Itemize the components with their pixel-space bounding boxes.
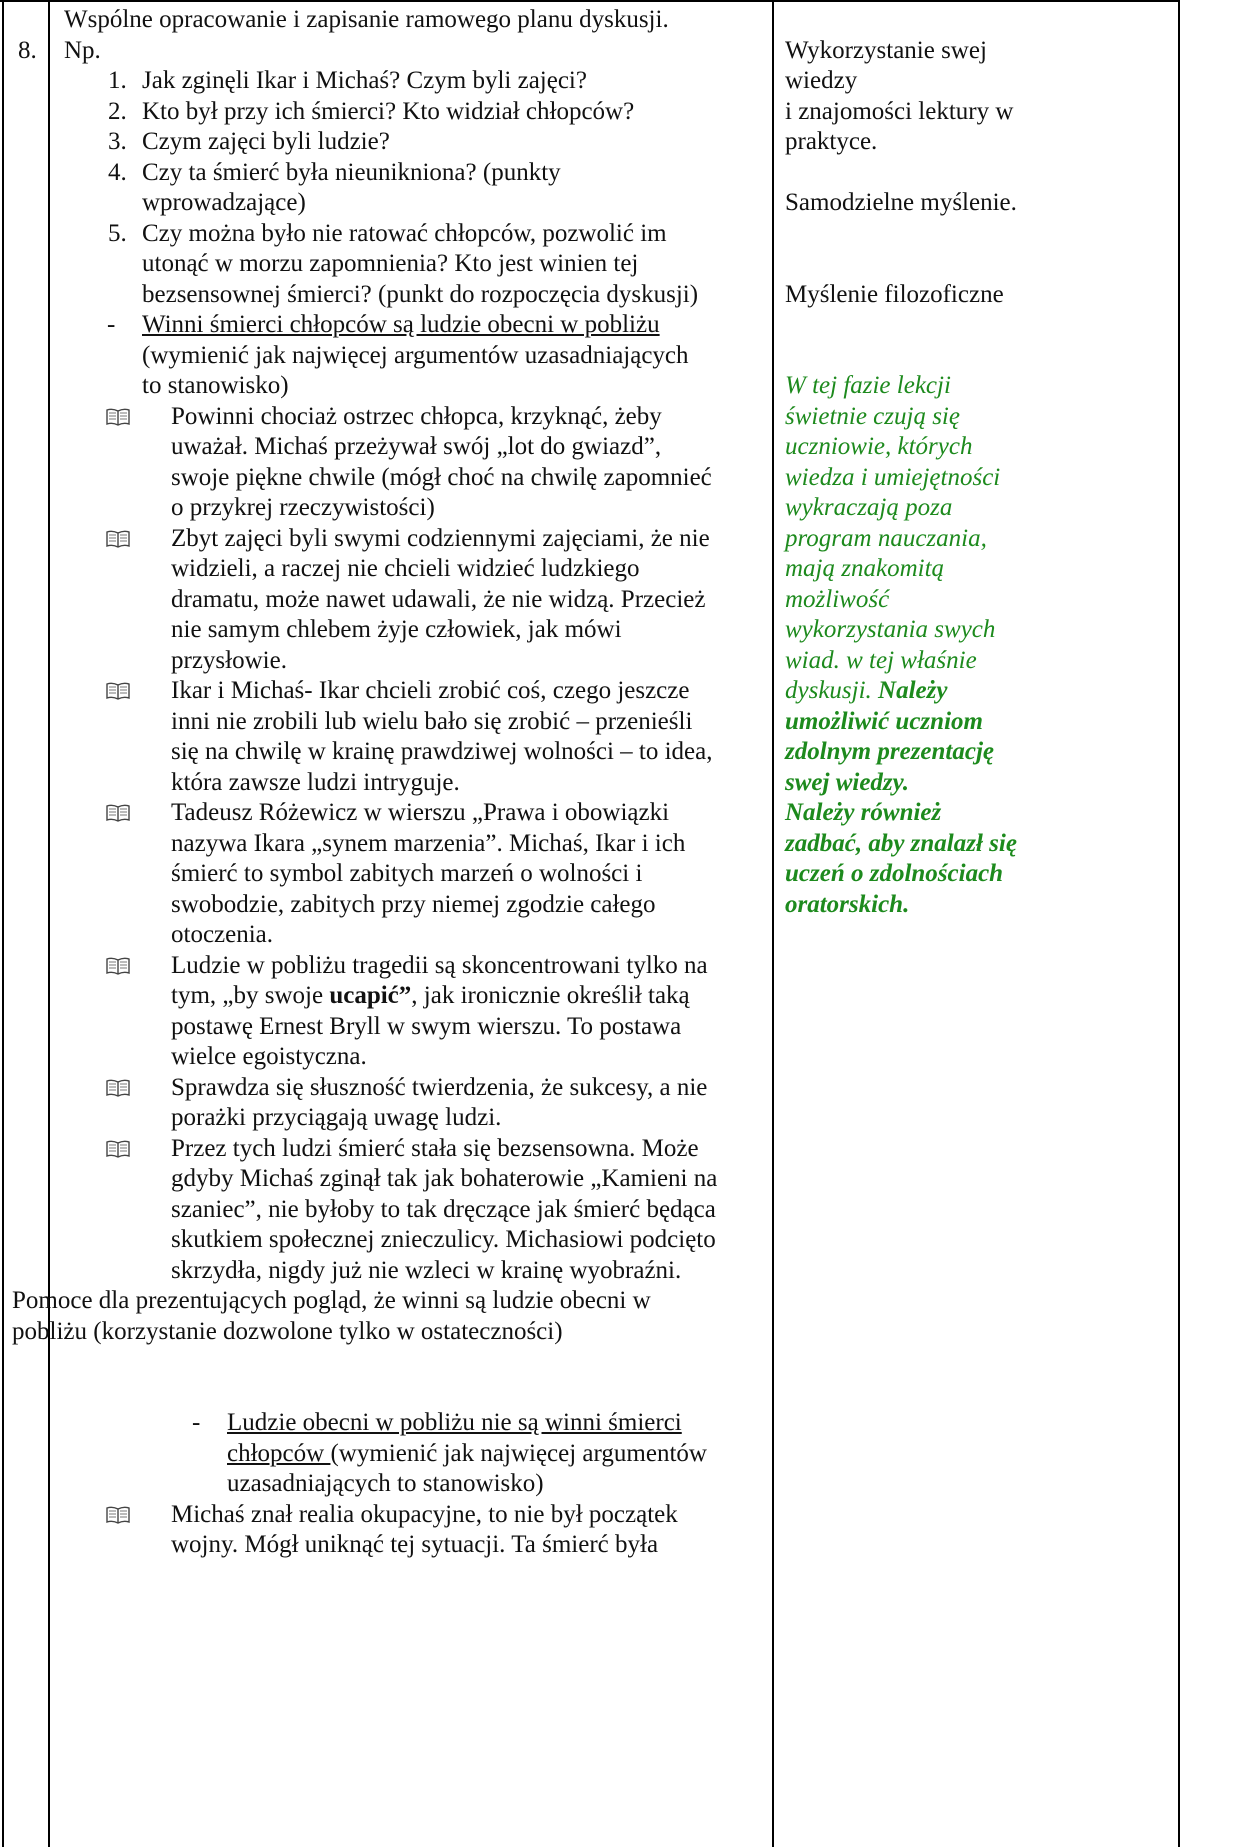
open-book-icon <box>106 408 130 426</box>
list-item: 2. Kto był przy ich śmierci? Kto widział chłopców? <box>108 97 635 125</box>
argument-item: Michaś znał realia okupacyjne, to nie był początek wojny. Mógł uniknąć tej sytuacji. Ta śmierć była <box>64 1500 759 1561</box>
goal-knowledge: Wykorzystanie swej wiedzy i znajomości lektury w praktyce. <box>785 36 1014 155</box>
table-right-border <box>1178 0 1180 1847</box>
position-heading: Winni śmierci chłopców są ludzie obecni w pobliżu <box>142 311 660 338</box>
argument-item: Sprawdza się słuszność twierdzenia, że sukcesy, a nie porażki przyciągają uwagę ludzi. <box>64 1073 759 1134</box>
argument-item: Ludzie w pobliżu tragedii są skoncentrowani tylko na tym, „by swoje ucapić”, jak ironicznie określił taką postawę Ernest Bryll w swym wierszu. To postawa wielce egoistyczna. <box>64 951 759 1073</box>
intro-text: Wspólne opracowanie i zapisanie ramowego planu dyskusji. <box>64 6 669 33</box>
position-guilty: - Winni śmierci chłopców są ludzie obecni w pobliżu (wymienić jak najwięcej argumentów uzasadniających to stanowisko) <box>107 311 689 399</box>
open-book-icon <box>106 1506 130 1524</box>
table-left-border <box>2 0 4 1847</box>
list-item: 5. Czy można było nie ratować chłopców, pozwolić im utonąć w morzu zapomnienia? Kto jest winien tej bezsensownej śmierci? (punkt do rozpoczęcia dyskusji) <box>108 219 699 308</box>
intro-example: Np. <box>64 36 101 64</box>
list-item: 3. Czym zajęci byli ludzie? <box>108 128 390 155</box>
row-number: 8. <box>18 37 37 64</box>
list-item: 1. Jak zginęli Ikar i Michaś? Czym byli zajęci? <box>108 67 587 94</box>
open-book-icon <box>106 1140 130 1158</box>
helpers-note: Pomoce dla prezentujących pogląd, że winni są ludzie obecni w pobliżu (korzystanie dozwolone tylko w ostateczności) <box>12 1287 651 1345</box>
open-book-icon <box>106 804 130 822</box>
column-divider-number <box>48 0 50 1847</box>
open-book-icon <box>106 682 130 700</box>
table-top-border <box>0 0 1180 2</box>
open-book-icon <box>106 957 130 975</box>
open-book-icon <box>106 530 130 548</box>
position-not-guilty: - Ludzie obecni w pobliżu nie są winni śmierci chłopców (wymienić jak najwięcej argumentów uzasadniających to stanowisko) <box>192 1409 707 1497</box>
list-item: 4. Czy ta śmierć była nieunikniona? (punkty wprowadzające) <box>108 158 561 216</box>
goals-cell <box>785 5 1175 920</box>
column-divider-side <box>772 0 774 1847</box>
open-book-icon <box>106 1079 130 1097</box>
argument-item: Tadeusz Różewicz w wierszu „Prawa i obowiązki nazywa Ikara „synem marzenia”. Michaś, Ikar i ich śmierć to symbol zabitych marzeń o wolności i swobodzie, zabitych przy niemej zgodzie całego otoczenia. <box>64 798 759 951</box>
teacher-note: W tej fazie lekcji świetnie czują się uczniowie, których wiedza i umiejętności wykraczają poza program nauczania, mają znakomitą możliwość wykorzystania swych wiad. w tej właśnie dyskusji. Należy umożliwić uczniom zdolnym prezentację swej wiedzy. Należy również zadbać, aby znalazł się uczeń o zdolnościach oratorskich. <box>785 372 1017 918</box>
argument-item: Powinni chociaż ostrzec chłopca, krzyknąć, żeby uważał. Michaś przeżywał swój „lot do gwiazd”, swoje piękne chwile (mógł choć na chwilę zapomnieć o przykrej rzeczywistości) <box>64 402 759 524</box>
position-heading: Ludzie obecni w pobliżu nie są winni śmierci <box>227 1409 682 1436</box>
lesson-content-cell <box>12 5 759 1561</box>
argument-item: Zbyt zajęci byli swymi codziennymi zajęciami, że nie widzieli, a raczej nie chcieli widzieć ludzkiego dramatu, może nawet udawali, że nie widzą. Przecież nie samym chlebem żyje człowiek, jak mówi przysłowie. <box>64 524 759 677</box>
question-list <box>64 66 759 310</box>
argument-item: Ikar i Michaś- Ikar chcieli zrobić coś, czego jeszcze inni nie zrobili lub wielu bało się zrobić – przenieśli się na chwilę w krainę prawdziwej wolności – to idea, która zawsze ludzi intryguje. <box>64 676 759 798</box>
goal-philosophical-thinking: Myślenie filozoficzne <box>785 280 1004 308</box>
goal-independent-thinking: Samodzielne myślenie. <box>785 189 1017 216</box>
argument-item: Przez tych ludzi śmierć stała się bezsensowna. Może gdyby Michaś zginął tak jak bohaterowie „Kamieni na szaniec”, nie byłoby to tak dręczące jak śmierć będąca skutkiem społecznej znieczulicy. Michasiowi podcięto skrzydła, nigdy już nie wzleci w krainę wyobraźni. <box>64 1134 759 1287</box>
